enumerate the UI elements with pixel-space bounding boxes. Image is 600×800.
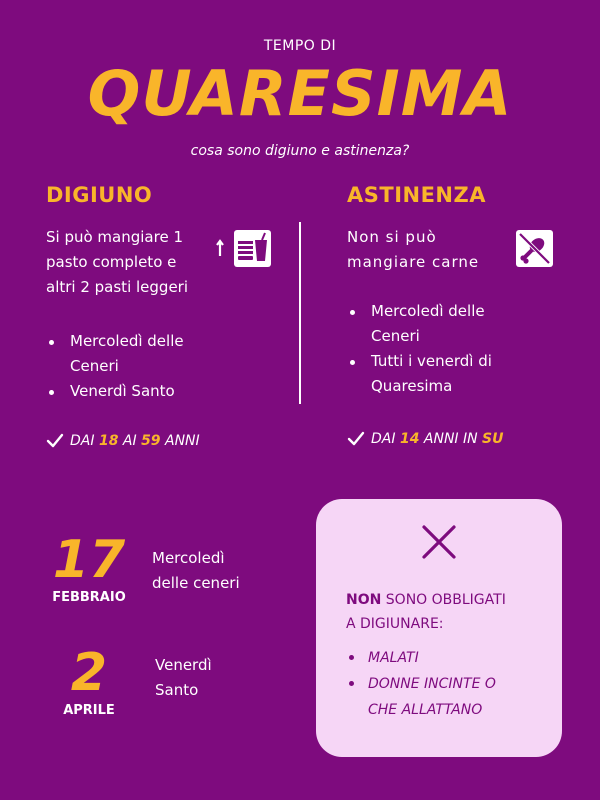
date-label-1: Mercoledì delle ceneri [152,549,240,592]
exemption-text-line2: A DIGIUNARE: [346,616,444,632]
page-subtitle: cosa sono digiuno e astinenza? [190,143,410,159]
age-prefix: DAI [70,433,95,449]
list-item: DONNE INCINTE O CHE ALLATTANO [346,671,546,723]
column-divider [299,222,301,404]
digiuno-description [46,225,188,300]
age-to: 59 [141,433,161,449]
exemption-text [346,588,506,636]
age-prefix: DAI [371,431,396,447]
meal-icon [215,228,273,274]
digiuno-heading: DIGIUNO [46,183,153,207]
exemption-list [346,645,546,723]
exemption-card [316,499,562,757]
age-suffix: ANNI [165,433,200,449]
digiuno-description-line: pasto completo e [46,253,177,271]
astinenza-description [347,225,479,275]
exemption-strong: NON [346,592,382,608]
date-number: 17 [52,530,126,590]
age-middle: AI [122,433,137,449]
check-icon [347,430,365,448]
astinenza-days-list [347,299,567,399]
list-item: Venerdì Santo [46,379,266,404]
date-number: 2 [70,643,108,703]
page-title: QUARESIMA [87,57,513,130]
list-item: Mercoledì delle Ceneri [347,299,567,349]
exemption-text-line1: SONO OBBLIGATI [381,592,506,608]
astinenza-description-line: mangiare carne [347,253,480,271]
date-block-2 [44,643,134,718]
digiuno-days-list [46,329,266,404]
digiuno-description-line: altri 2 pasti leggeri [46,278,189,296]
age-from: 18 [98,433,119,449]
age-middle: ANNI IN [423,431,478,447]
age-to: SU [482,431,504,447]
list-item: Tutti i venerdì di Quaresima [347,349,567,399]
list-item: MALATI [346,645,546,671]
date-month: FEBBRAIO [52,590,126,605]
date-block-1 [44,530,134,605]
list-item: Mercoledì delle Ceneri [46,329,266,379]
x-icon [421,524,457,564]
header-kicker: TEMPO DI [263,38,337,54]
digiuno-description-line: Si può mangiare 1 [46,228,183,246]
date-label-2: Venerdì Santo [155,656,212,699]
digiuno-age-range [46,432,200,450]
age-from: 14 [399,431,420,447]
date-month: APRILE [63,703,115,718]
check-icon [46,432,64,450]
no-meat-icon [515,229,554,272]
astinenza-age-range [347,430,504,448]
astinenza-heading: ASTINENZA [347,183,486,207]
astinenza-description-line: Non si può [347,228,437,246]
